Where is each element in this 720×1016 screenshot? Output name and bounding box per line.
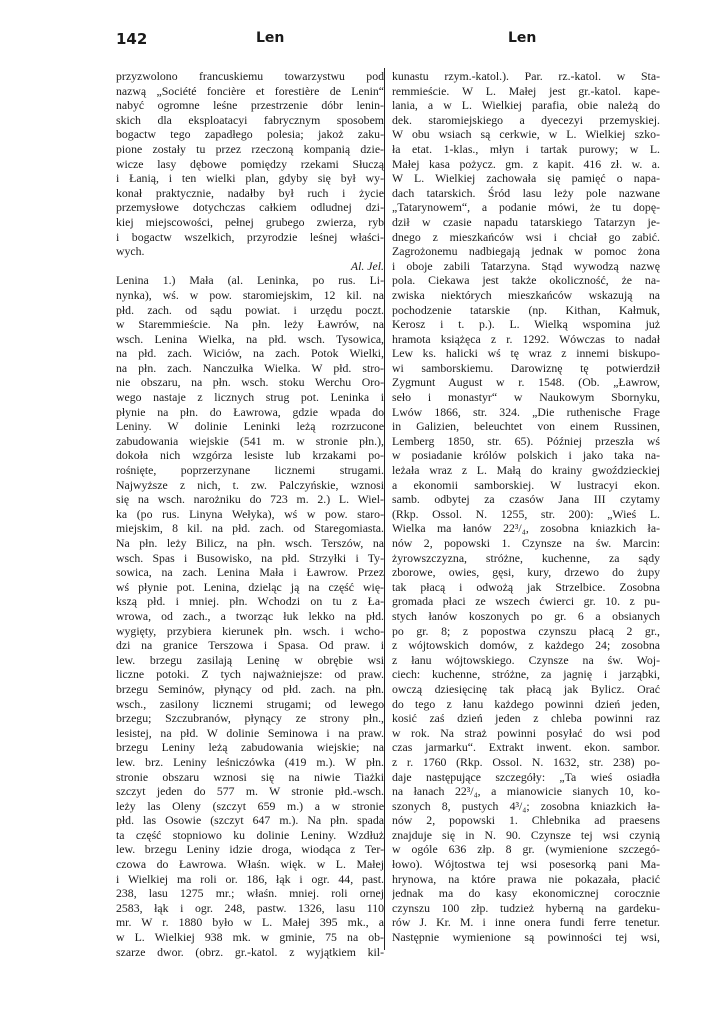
- text-line: kiej miejscowości, pełnej grubego zwierza, ryb: [116, 214, 384, 229]
- text-line: w posiadanie królów polskich i jako taka na-: [392, 448, 660, 463]
- text-line: skich dla eksploatacyi fabrycznym sposobem: [116, 112, 384, 127]
- page-number: 142: [116, 30, 148, 48]
- text-line: a ekonomii samborskiej. W lustracyi ekon.: [392, 477, 660, 492]
- text-line: brzegu Seminów, płynący od płd. zach. na płn.: [116, 681, 384, 696]
- text-line: pione zostały tu przez rzeczoną kompanią dzie-: [116, 141, 384, 156]
- text-line: ła etat. 1-klas., młyn i tartak purowy; w L.: [392, 141, 660, 156]
- text-line: ka (po rus. Linyna Wełyka), wś w pow. staro-: [116, 506, 384, 521]
- text-line: szonych 8, pustych 4³/₄; zosobna kniazkich ła-: [392, 798, 660, 813]
- text-line: bogactw tego zapadłego polesia; jakoż zaku-: [116, 127, 384, 142]
- text-line: lew. brz. Leniny leśniczówka (419 m.). W płn.: [116, 754, 384, 769]
- text-line: wi samborskiemu. Darowiznę tę potwierdził: [392, 360, 660, 375]
- text-line: zborowe, owies, gęsi, kury, drzewo do żupy: [392, 565, 660, 580]
- text-line: łowo). Wójtostwa tej wsi posesorką pani Ma-: [392, 857, 660, 872]
- text-line: nazwą „Société foncière et forestière de Lenin“: [116, 83, 384, 98]
- text-line: rów J. Kr. M. i inne onera fundi ferre tenetur.: [392, 915, 660, 930]
- text-line: konał praktycznie, nadałby był ruch i życie: [116, 185, 384, 200]
- text-line: lania, a w L. Wielkiej parafia, obie należą do: [392, 98, 660, 113]
- text-line: na płn. zach. Nanczułka Wielka. W płd. stro-: [116, 360, 384, 375]
- text-line: stronie obszaru wznosi się na niwie Tiażki: [116, 769, 384, 784]
- text-line: znajduje się in N. 90. Czynsze tej wsi czynią: [392, 827, 660, 842]
- text-line: Lemberg 1850, str. 65). Później przeszła wś: [392, 433, 660, 448]
- text-line: dek. staromiejskiego a dyecezyi przemyskiej.: [392, 112, 660, 127]
- text-line: wś płynie pot. Lenina, dzieląc ją na część wię-: [116, 579, 384, 594]
- text-line: dzi na granice Terszowa i Spasa. Od praw. i: [116, 638, 384, 653]
- text-line: dnego z mieszkańców wsi i chciał go zabić.: [392, 229, 660, 244]
- text-line: wego nastaje z licznych strug pot. Leninka i: [116, 390, 384, 405]
- text-line: Kerosz i t. p.). L. Wielką wspomina już: [392, 317, 660, 332]
- text-line: sowica, na zach. Lenina Mała i Ławrow. Przez: [116, 565, 384, 580]
- text-line: i Łanią, i ten wielki plan, gdyby się był wy-: [116, 171, 384, 186]
- text-line: kunastu rzym.-katol.). Par. rz.-katol. w Sta-: [392, 69, 660, 83]
- text-line: Wielka ma łanów 22³/₄, zosobna kniazkich ła-: [392, 521, 660, 536]
- text-line: nie obszaru, na płn. wsch. stoku Werchu Oro-: [116, 375, 384, 390]
- text-line: in Galizien, beleuchtet von einem Russinen,: [392, 419, 660, 434]
- text-line: lew. brzegu zasilają Leninę w obrębie wsi: [116, 652, 384, 667]
- text-line: na płd. zach. Wiciów, na zach. Potok Wielki,: [116, 346, 384, 361]
- left-column: [116, 69, 384, 959]
- text-line: miejskim, 8 kil. na płd. zach. od Staregomiasta.: [116, 521, 384, 536]
- text-line: i bogactw wszelkich, przyrodzie leśnej właści-: [116, 229, 384, 244]
- text-line: stych łanów koszonych po gr. 6 a obsianych: [392, 608, 660, 623]
- text-line: przemysłowe dotychczas całkiem odludnej dzi-: [116, 200, 384, 215]
- text-line: lesistej, na płd. W dolinie Seminowa i na praw.: [116, 725, 384, 740]
- text-line: szczyt jeden do 577 m. W stronie płd.-wsch.: [116, 784, 384, 799]
- text-line: leży las Oleny (szczyt 659 m.) a w stronie: [116, 798, 384, 813]
- text-line: wych.: [116, 244, 145, 259]
- text-line: czowa do Ławrowa. Właśn. więk. w L. Małej: [116, 857, 384, 872]
- text-line: nynka), wś. w pow. staromiejskim, 12 kil. na: [116, 287, 384, 302]
- text-line: mr. W r. 1880 było w L. Małej 395 mk., a: [116, 915, 384, 930]
- text-line: Małej kasa pożycz. gm. z kapit. 416 zł. w. a.: [392, 156, 660, 171]
- text-line: i Wielkiej ma roli or. 186, łąk i ogr. 44, past.: [116, 871, 384, 886]
- text-line: Zagrożonemu nadbiegają jednak w pomoc żona: [392, 244, 660, 259]
- text-line: 238, lasu 1275 mr.; właśn. mniej. roli ornej: [116, 886, 384, 901]
- text-line: dach tatarskich. Śród lasu leży pole nazwane: [392, 185, 660, 200]
- signature: Al. Jel.: [350, 258, 384, 273]
- column-divider: [384, 68, 385, 950]
- text-line: nów 2, popowski 1. Czynsze na św. Marcin:: [392, 536, 660, 550]
- text-line: pochodzenie tatarskie (np. Kithan, Kałmuk,: [392, 302, 660, 317]
- text-line: płd. zach. od sądu powiat. i urzędu poczt.: [116, 302, 384, 317]
- text-line: zabudowania wiejskie (541 m. w stronie płn.),: [116, 433, 384, 448]
- text-line: wygięty, przybiera kierunek płn. wsch. i wcho-: [116, 623, 384, 638]
- text-line: samb. odbytej za czasów Jana III czytamy: [392, 492, 660, 507]
- text-line: Lwów 1866, str. 324. „Die ruthenische Frage: [392, 404, 660, 419]
- text-line: wsch., zasilony licznemi strugami; od lewego: [116, 696, 384, 711]
- text-line: w rok. Na straż powinni posyłać do wsi pod: [392, 725, 660, 740]
- text-line: wrowa, od zach., a tworząc łuk lekko na płd.: [116, 608, 384, 623]
- text-line: Lenina 1.) Mała (al. Leninka, po rus. Li-: [116, 273, 384, 288]
- text-line: na łanach 22³/₄, a mianowicie sianych 10, ko-: [392, 784, 660, 799]
- text-line: dokoła nich wzgórza lesiste lub krzakami po-: [116, 448, 384, 463]
- text-line: wicze lasy dębowe pomiędzy rzekami Słuczą: [116, 156, 384, 171]
- text-line: i oboje zabili Tatarzyna. Stąd wywodzą nazwę: [392, 258, 660, 273]
- running-head-left: Len: [256, 30, 285, 46]
- running-head-right: Len: [508, 30, 537, 46]
- text-line: w ogóle 636 złp. 8 gr. (wymienione szczegó-: [392, 842, 660, 857]
- text-line: czynszu 100 złp. tudzież hyberną na gardeku-: [392, 900, 660, 915]
- text-line: ciech: kuchenne, stróżne, za jagnię i jarząbki,: [392, 667, 660, 682]
- text-line: się na wsch. narożniku do 723 m. 2.) L. Wiel-: [116, 492, 384, 507]
- text-line: Następnie wymienione są powinności tej wsi,: [392, 930, 660, 945]
- text-line: gromada płaci ze wszech ćwierci gr. 10. z pu-: [392, 594, 660, 609]
- text-line: Najwyższe z nich, t. zw. Palczyńskie, wznosi: [116, 477, 384, 492]
- text-line: żyrowszczyzna, stróżne, kuchenne, za sądy: [392, 550, 660, 565]
- text-line: zwiska niektórych mieszkańców wskazują na: [392, 287, 660, 302]
- text-line: daje następujące szczegóły: „Ta wieś osiadła: [392, 769, 660, 784]
- text-line: Zygmunt August w r. 1548. (Ob. „Ławrow,: [392, 375, 660, 390]
- text-line: W obu wsiach są cerkwie, w L. Wielkiej szko-: [392, 127, 660, 142]
- text-line: z wójtowskich domów, z każdego 24; zosobna: [392, 638, 660, 653]
- text-line: Leniny. W dolinie Leninki leżą rozrzucone: [116, 419, 384, 434]
- text-line: leżała wraz z L. Małą do krainy gwoździeckiej: [392, 463, 660, 478]
- text-line: płd. las Osowie (szczyt 647 m.). Na płn. spada: [116, 813, 384, 828]
- text-line: dził w czasie napadu tatarskiego Tatarzyn je-: [392, 214, 660, 229]
- right-column: [392, 69, 660, 945]
- text-line: „Tatarynowem“, a podanie mówi, że tu dopę-: [392, 200, 660, 215]
- text-line: przyzwolono francuskiemu towarzystwu pod: [116, 69, 384, 83]
- text-line: w L. Wielkiej 938 mk. w gminie, 75 na ob-: [116, 930, 384, 945]
- text-line: W L. Wielkiej zachowała się pamięć o napa-: [392, 171, 660, 186]
- text-line: po gr. 8; z popostwa czynszu płacą 2 gr.,: [392, 623, 660, 638]
- text-line: nabyć ogromne leśne przestrzenie dóbr lenin-: [116, 98, 384, 113]
- text-line: w Staremmieście. Na płn. leży Ławrów, na: [116, 317, 384, 332]
- text-line: z r. 1760 (Rkp. Ossol. N. 1632, str. 238) po-: [392, 754, 660, 769]
- text-line: lew. brzegu Leniny idzie droga, wiodąca z Ter-: [116, 842, 384, 857]
- text-line: tak płacą i odwożą jak Strzelbice. Zosobna: [392, 579, 660, 594]
- text-line: płynie na płn. do Ławrowa, gdzie wpada do: [116, 404, 384, 419]
- text-line: owczą dziesięcinę tak płacą jak Bylicz. Orać: [392, 681, 660, 696]
- text-line: (Rkp. Ossol. N. 1255, str. 200): „Wieś L.: [392, 506, 660, 521]
- text-line: hrynowa, na które prawa nie pokazała, płacić: [392, 871, 660, 886]
- text-line: rośnięte, poprzerzynane licznemi strugami.: [116, 463, 384, 478]
- text-line: kosić zaś dzień jeden z chleba powinni raz: [392, 711, 660, 726]
- text-line: pola. Ciekawa jest także okoliczność, że na-: [392, 273, 660, 288]
- text-line: ta część stopniowo ku dolinie Leniny. Wzdłuż: [116, 827, 384, 842]
- text-line: remmieście. W L. Małej jest gr.-katol. kape-: [392, 83, 660, 98]
- text-line: wsch. Lenina Wielka, na płd. wsch. Tysowica,: [116, 331, 384, 346]
- text-line: czas jarmarku“. Extrakt inwent. ekon. sambor.: [392, 740, 660, 755]
- text-line: wsch. Spas i Busowisko, na płd. Strzyłki i Ty-: [116, 550, 384, 565]
- text-line: nów 2, popowski 1. Chlebnika ad praesens: [392, 813, 660, 828]
- text-line: Lew ks. halicki wś tę wraz z innemi biskupo-: [392, 346, 660, 361]
- text-line: brzegu; Szczubranów, płynący ze strony płn.,: [116, 711, 384, 726]
- text-line: szarze dwor. (obrz. gr.-katol. z wyjątkiem kil-: [116, 944, 384, 959]
- text-line: kszą płd. i mniej. płn. Wchodzi on tu z Ła-: [116, 594, 384, 609]
- text-line: 2583, łąk i ogr. 248, pastw. 1326, lasu 110: [116, 900, 384, 915]
- text-line: seło i monastyr“ w Naukowym Sbornyku,: [392, 390, 660, 405]
- text-line: jednak ma do kasy ekonomicznej corocznie: [392, 886, 660, 901]
- text-line: do tego z łanu każdego powinni dzień jeden,: [392, 696, 660, 711]
- text-line: liczne potoki. Z tych najważniejsze: od praw.: [116, 667, 384, 682]
- text-line: z łanu wójtowskiego. Czynsze na św. Woj-: [392, 652, 660, 667]
- text-line: brzegu Leniny leżą zabudowania wiejskie; na: [116, 740, 384, 755]
- text-line: hramota książęca z r. 1292. Wówczas to nadał: [392, 331, 660, 346]
- text-line: Na płn. leży Bilicz, na płn. wsch. Terszów, na: [116, 536, 384, 550]
